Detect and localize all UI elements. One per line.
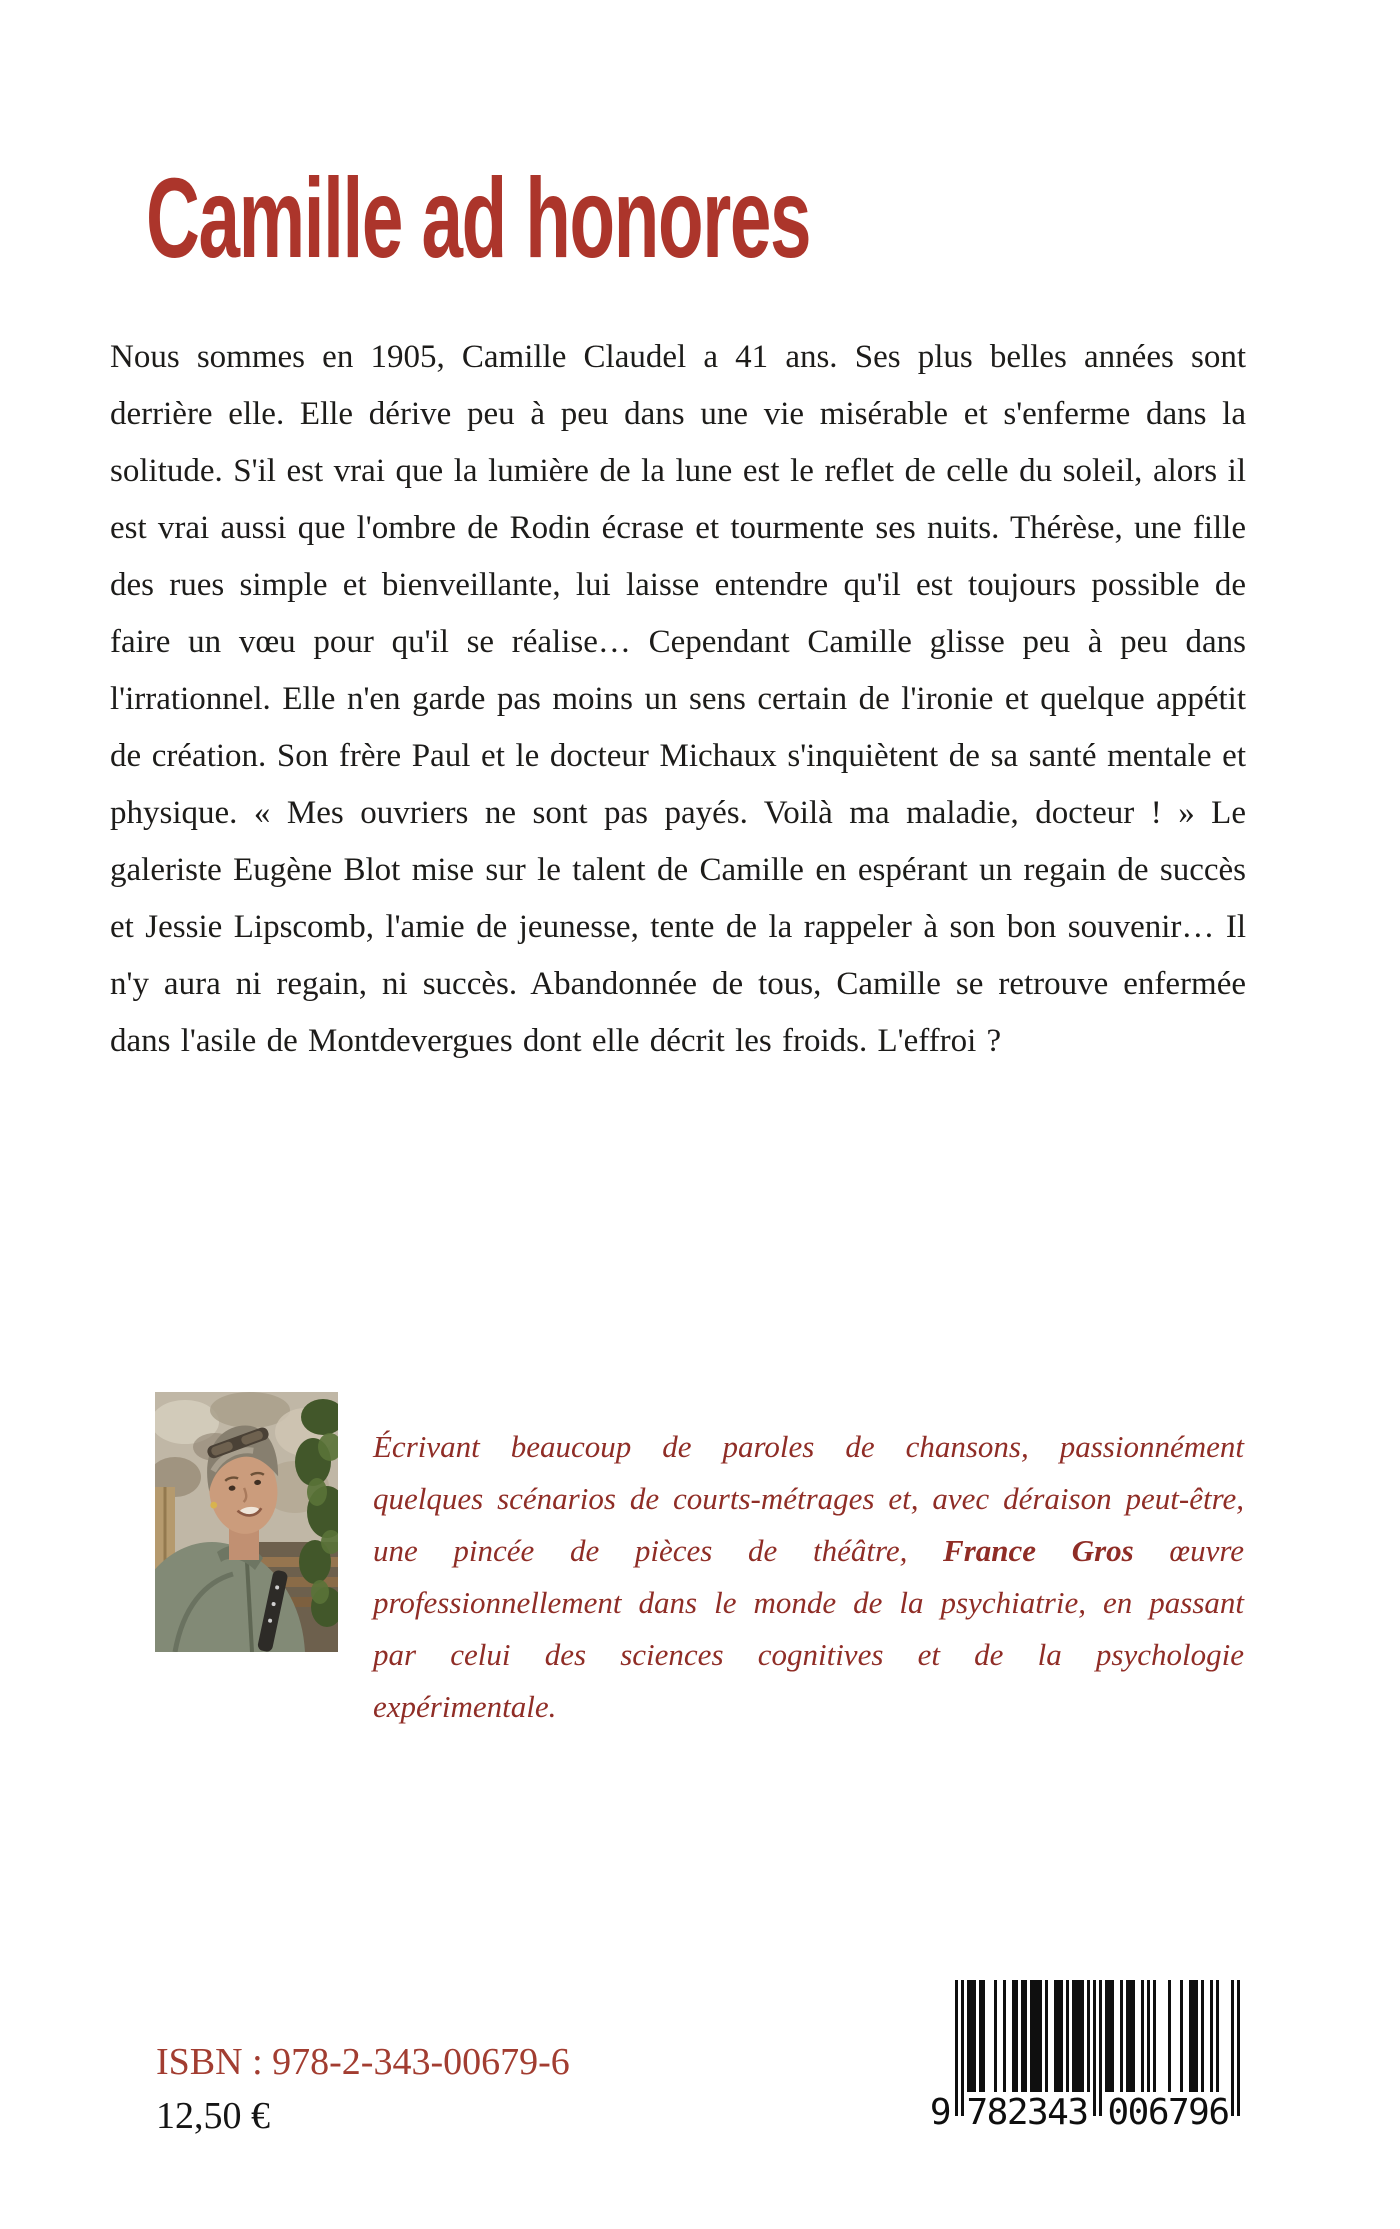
- barcode: [930, 1980, 1248, 2138]
- isbn-text: ISBN : 978-2-343-00679-6: [156, 2041, 570, 2083]
- barcode-digit-first: 9: [929, 2092, 951, 2133]
- barcode-digits-left: 782343: [964, 2092, 1090, 2133]
- page-title: Camille ad honores: [146, 154, 811, 281]
- author-bio-part1: Écrivant beaucoup de paroles de chansons, passionnément quelques scénarios de courts-métrages et, avec déraison peut-être, une pincée de pièces de théâtre,: [373, 1429, 1244, 1568]
- barcode-digits-right: 006796: [1105, 2092, 1231, 2133]
- author-photo: [155, 1392, 338, 1652]
- author-name: France Gros: [943, 1533, 1134, 1568]
- author-bio-part2: œuvre professionnellement dans le monde de la psychiatrie, en passant par celui des sciences cognitives et de la psychologie expérimentale.: [373, 1533, 1245, 1724]
- author-bio: [373, 1421, 1244, 1733]
- price-text: 12,50 €: [156, 2095, 270, 2137]
- synopsis-text: Nous sommes en 1905, Camille Claudel a 41 ans. Ses plus belles années sont derrière elle. Elle dérive peu à peu dans une vie misérable et s'enferme dans la solitude. S'il est vrai que la lumière de la lune est le reflet de celle du soleil, alors il est vrai aussi que l'ombre de Rodin écrase et tourmente ses nuits. Thérèse, une fille des rues simple et bienveillante, lui laisse entendre qu'il est toujours possible de faire un vœu pour qu'il se réalise… Cependant Camille glisse peu à peu dans l'irrationnel. Elle n'en garde pas moins un sens certain de l'ironie et quelque appétit de création. Son frère Paul et le docteur Michaux s'inquiètent de sa santé mentale et physique. « Mes ouvriers ne sont pas payés. Voilà ma maladie, docteur ! » Le galeriste Eugène Blot mise sur le talent de Camille en espérant un regain de succès et Jessie Lipscomb, l'amie de jeunesse, tente de la rappeler à son bon souvenir… Il n'y aura ni regain, ni succès. Abandonnée de tous, Camille se retrouve enfermée dans l'asile de Montdevergues dont elle décrit les froids. L'effroi ?: [110, 339, 1246, 1059]
- author-photo-illustration: [155, 1392, 338, 1652]
